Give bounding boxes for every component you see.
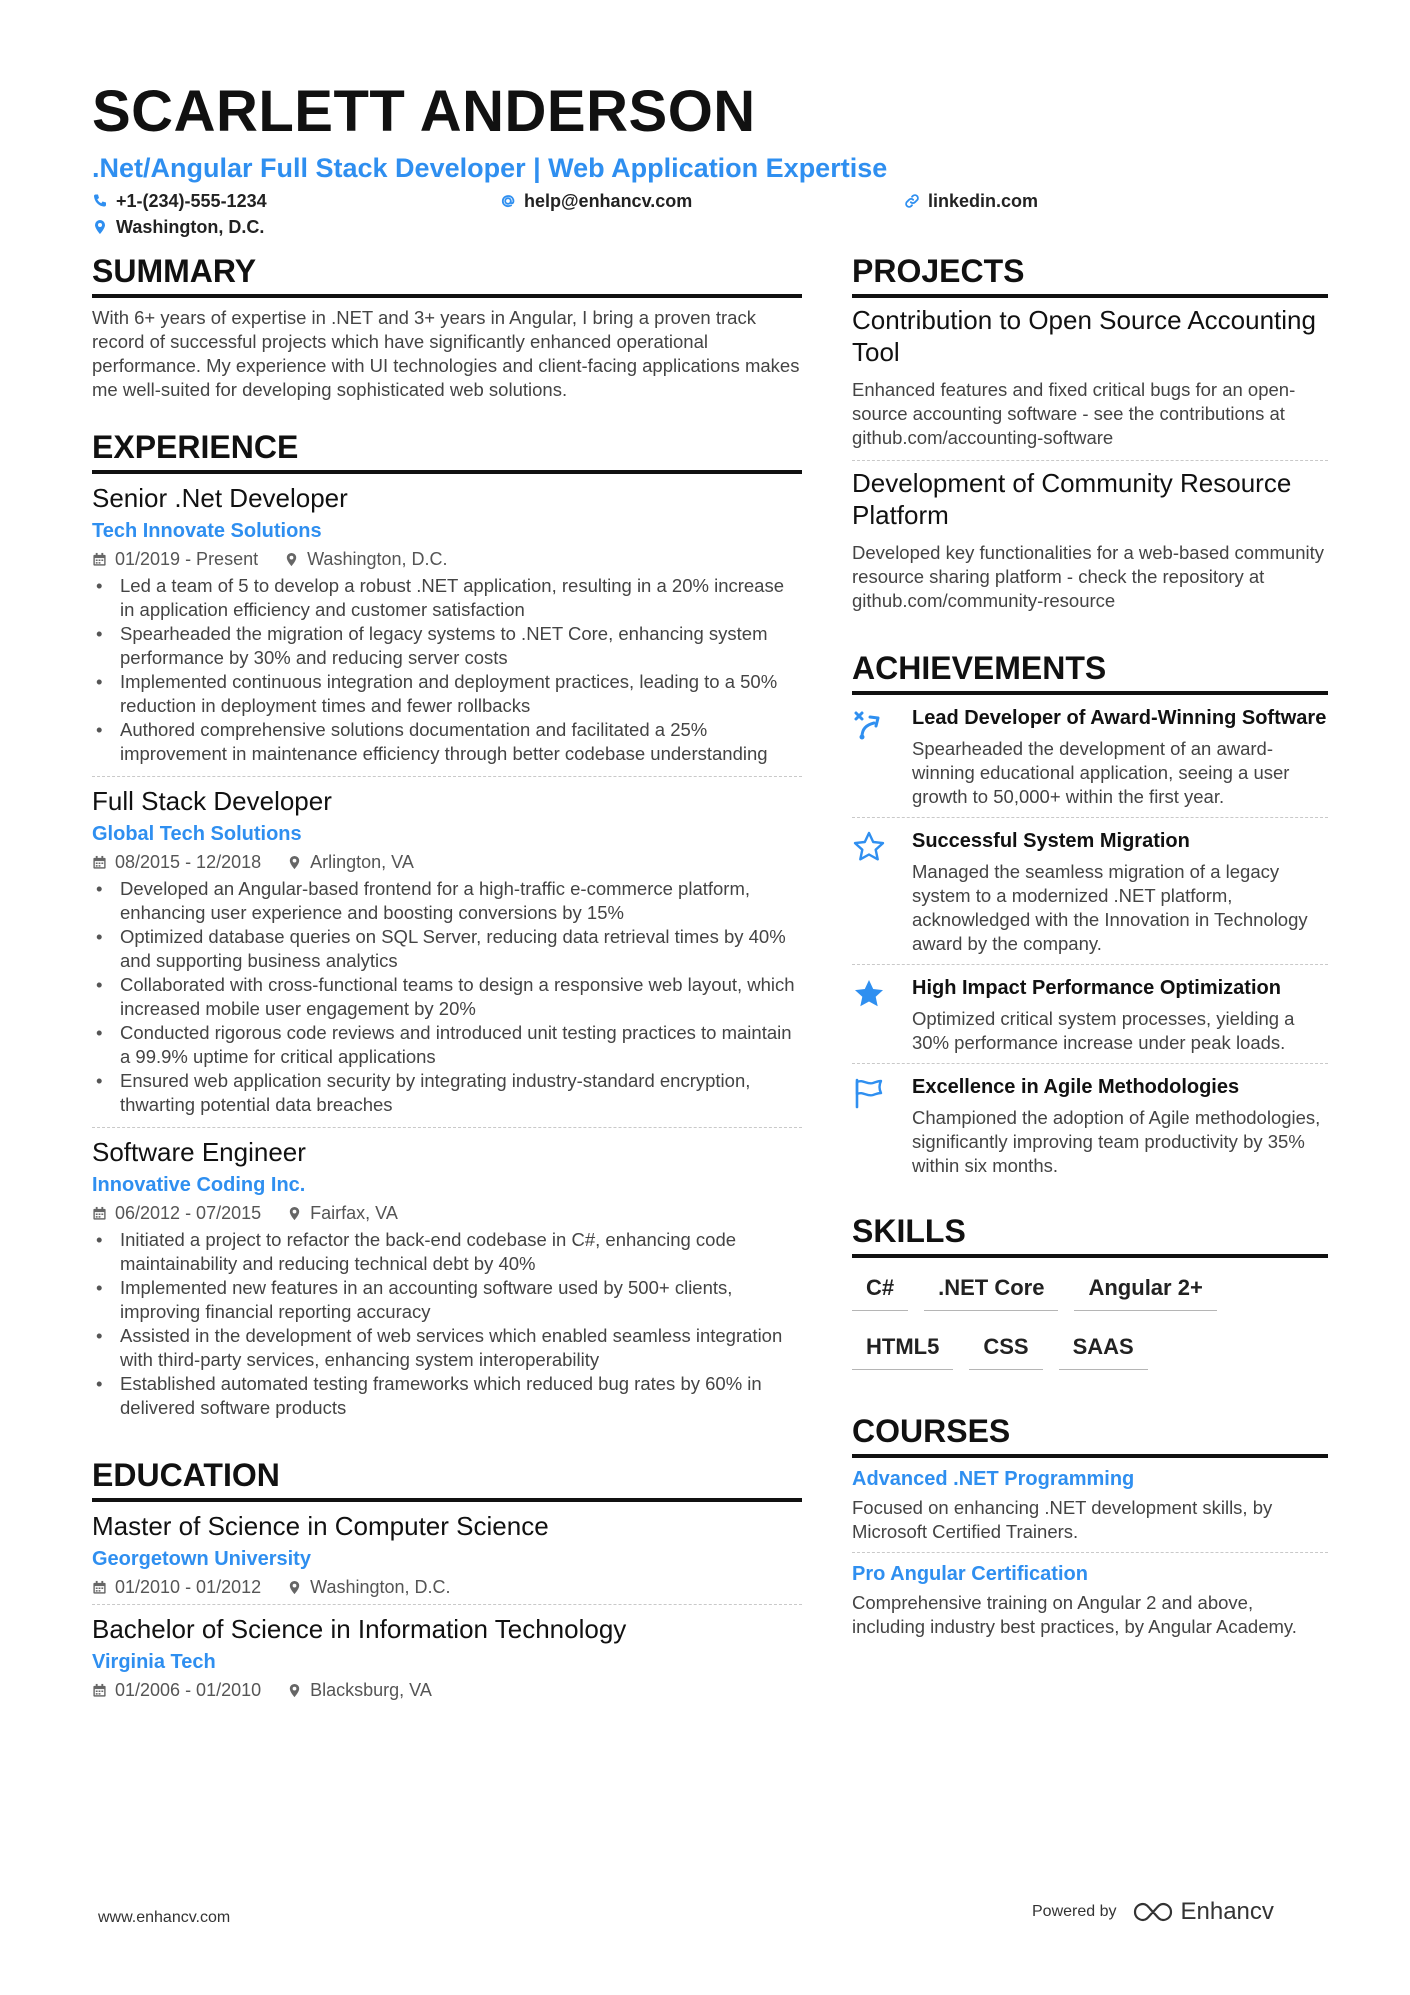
location-contact [92,216,264,238]
school-name: Georgetown University [92,1548,311,1570]
bullet-item: • Ensured web application security by integrating industry-standard encryption, thwarting potential data breaches [92,1069,802,1117]
contact-info [92,190,1332,244]
school-name: Virginia Tech [92,1651,216,1673]
footer-branding [1032,1898,1274,1926]
skill-tag: SAAS [1059,1327,1148,1370]
location-pin-icon [287,855,302,870]
project-description: Developed key functionalities for a web-based community resource sharing platform - check the repository at github.com/community-resource [852,542,1324,611]
courses-heading: COURSES [852,1412,1328,1458]
bullet-item: • Optimized database queries on SQL Server, reducing data retrieval times by 40% and supporting business analytics [92,925,802,973]
phone-icon [92,193,108,209]
job-entry [92,474,802,777]
skill-tag: Angular 2+ [1074,1268,1216,1311]
education-section [92,1456,802,1707]
headline: .Net/Angular Full Stack Developer | Web Application Expertise [92,153,888,183]
resume-header [92,80,1332,244]
skill-tag: C# [852,1268,908,1311]
job-meta [92,1202,802,1224]
course-entry [852,1458,1328,1553]
at-icon [500,193,516,209]
achievement-description: Spearheaded the development of an award-winning educational application, seeing a user growth to 50,000+ within the first year. [912,738,1290,807]
star-outline-icon [852,830,886,864]
education-meta [92,1576,802,1598]
achievements-section [852,649,1328,1186]
degree-title: Bachelor of Science in Information Technology [92,1614,627,1644]
bullet-item: • Led a team of 5 to develop a robust .NET application, resulting in a 20% increase in application efficiency and customer satisfaction [92,574,802,622]
degree-title: Master of Science in Computer Science [92,1511,549,1541]
achievement-entry [852,818,1328,965]
achievement-description: Optimized critical system processes, yielding a 30% performance increase under peak loads. [912,1008,1295,1053]
course-description: Comprehensive training on Angular 2 and above, including industry best practices, by Angular Academy. [852,1592,1297,1637]
achievement-title: Lead Developer of Award-Winning Software [912,707,1327,729]
location-pin-icon [287,1683,302,1698]
achievements-heading: ACHIEVEMENTS [852,649,1328,695]
skill-tag: HTML5 [852,1327,953,1370]
location-pin-icon [287,1580,302,1595]
achievement-description: Managed the seamless migration of a legacy system to a modernized .NET platform, acknowledged with the Innovation in Technology award by the company. [912,861,1308,954]
courses-section [852,1412,1328,1647]
bullet-item: • Implemented new features in an accounting software used by 500+ clients, improving financial reporting accuracy [92,1276,802,1324]
linkedin-text: linkedin.com [928,191,1039,211]
location-text: Washington, D.C. [116,217,265,237]
link-icon [904,193,920,209]
bullet-item: • Spearheaded the migration of legacy systems to .NET Core, enhancing system performance by 30% and reducing server costs [92,622,802,670]
education-heading: EDUCATION [92,1456,802,1502]
footer-website[interactable]: www.enhancv.com [98,1909,231,1926]
education-entry [92,1502,802,1605]
summary-text: With 6+ years of expertise in .NET and 3+ years in Angular, I bring a proven track record of successful projects which have significantly enhanced operational performance. My experience with UI technologies and client-facing applications makes me well-suited for developing sophisticated web solutions. [92,307,800,400]
brand-logo[interactable] [1131,1898,1274,1926]
projects-section [852,252,1328,623]
bullet-item: • Implemented continuous integration and deployment practices, leading to a 50% reduction in deployment times and fewer rollbacks [92,670,802,718]
achievement-title: Excellence in Agile Methodologies [912,1076,1240,1098]
job-bullets [92,877,802,1117]
project-entry [852,298,1328,461]
experience-heading: EXPERIENCE [92,428,802,474]
skills-section [852,1212,1328,1386]
job-bullets [92,1228,802,1420]
location-pin-icon [287,1206,302,1221]
job-title: Software Engineer [92,1137,306,1167]
job-title: Full Stack Developer [92,786,332,816]
star-filled-icon [852,977,886,1011]
job-dates: 06/2012 - 07/2015 [115,1203,262,1223]
skill-tag: .NET Core [924,1268,1058,1311]
education-dates: 01/2006 - 01/2010 [115,1680,262,1700]
bullet-item: • Initiated a project to refactor the back-end codebase in C#, enhancing code maintainability and reducing technical debt by 40% [92,1228,802,1276]
education-entry [92,1605,802,1707]
bullet-item: • Assisted in the development of web services which enabled seamless integration with third-party services, enhancing system interoperability [92,1324,802,1372]
job-entry [92,1128,802,1430]
calendar-icon [92,1580,107,1595]
education-dates: 01/2010 - 01/2012 [115,1577,262,1597]
course-title: Advanced .NET Programming [852,1468,1135,1490]
calendar-icon [92,855,107,870]
email-contact[interactable] [500,190,692,212]
linkedin-contact[interactable] [904,190,1038,212]
bullet-item: • Developed an Angular-based frontend for a high-traffic e-commerce platform, enhancing user experience and boosting conversions by 15% [92,877,802,925]
bullet-item: • Conducted rigorous code reviews and introduced unit testing practices to maintain a 99.9% uptime for critical applications [92,1021,802,1069]
achievement-entry [852,695,1328,818]
experience-section [92,428,802,1430]
candidate-name: SCARLETT ANDERSON [92,79,756,144]
flag-icon [852,1076,886,1110]
job-dates: 08/2015 - 12/2018 [115,852,262,872]
powered-by-label: Powered by [1032,1903,1117,1920]
phone-contact[interactable] [92,190,267,212]
phone-text: +1-(234)-555-1234 [116,191,267,211]
education-location: Blacksburg, VA [310,1680,432,1700]
job-title: Senior .Net Developer [92,483,348,513]
job-entry [92,777,802,1128]
job-dates: 01/2019 - Present [115,549,259,569]
skill-tag: CSS [969,1327,1042,1370]
job-meta [92,851,802,873]
education-meta [92,1679,802,1701]
project-title: Contribution to Open Source Accounting Tool [852,305,1316,367]
course-title: Pro Angular Certification [852,1563,1088,1585]
course-entry [852,1553,1328,1647]
project-entry [852,461,1328,623]
company-name: Global Tech Solutions [92,823,302,845]
job-location: Arlington, VA [310,852,414,872]
summary-heading: SUMMARY [92,252,802,298]
job-location: Fairfax, VA [310,1203,398,1223]
project-title: Development of Community Resource Platform [852,468,1292,530]
achievement-title: High Impact Performance Optimization [912,977,1281,999]
job-bullets [92,574,802,766]
job-location: Washington, D.C. [307,549,448,569]
projects-heading: PROJECTS [852,252,1328,298]
enhancv-logo-icon [1131,1900,1175,1924]
email-text: help@enhancv.com [524,191,693,211]
calendar-icon [92,1683,107,1698]
achievement-entry [852,965,1328,1064]
location-pin-icon [92,219,108,235]
calendar-icon [92,552,107,567]
education-location: Washington, D.C. [310,1577,451,1597]
bullet-item: • Authored comprehensive solutions documentation and facilitated a 25% improvement in maintenance efficiency through better codebase understanding [92,718,802,766]
achievement-entry [852,1064,1328,1186]
skills-heading: SKILLS [852,1212,1328,1258]
location-pin-icon [284,552,299,567]
route-icon [852,707,886,741]
calendar-icon [92,1206,107,1221]
summary-section [92,252,802,402]
course-description: Focused on enhancing .NET development skills, by Microsoft Certified Trainers. [852,1497,1273,1542]
left-column [92,252,802,1733]
bullet-item: • Established automated testing frameworks which reduced bug rates by 60% in delivered software products [92,1372,802,1420]
skills-list [852,1268,1328,1386]
company-name: Innovative Coding Inc. [92,1174,306,1196]
project-description: Enhanced features and fixed critical bugs for an open-source accounting software - see the contributions at github.com/accounting-software [852,379,1296,448]
right-column [852,252,1328,1673]
company-name: Tech Innovate Solutions [92,520,322,542]
achievement-title: Successful System Migration [912,830,1190,852]
bullet-item: • Collaborated with cross-functional teams to design a responsive web layout, which increased mobile user engagement by 20% [92,973,802,1021]
achievement-description: Championed the adoption of Agile methodologies, significantly improving team productivity by 35% within six months. [912,1107,1321,1176]
job-meta [92,548,802,570]
brand-name: Enhancv [1180,1898,1274,1925]
